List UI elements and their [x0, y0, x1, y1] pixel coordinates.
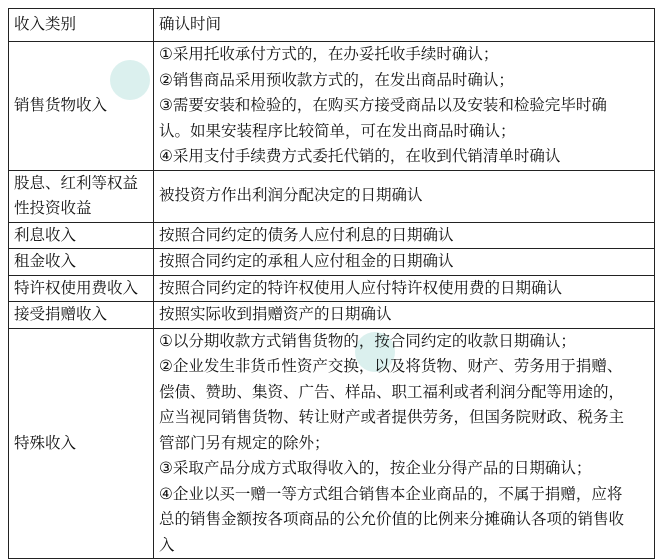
table-row: [9, 328, 655, 559]
recognition-item: ③需要安装和检验的，在购买方接受商品以及安装和检验完毕时确认。如果安装程序比较简单，可在发出商品时确认；: [159, 96, 607, 140]
recognition-item: ②销售商品采用预收款方式的，在发出商品时确认；: [159, 70, 514, 89]
recognition-item: ①以分期收款方式销售货物的，按合同约定的收款日期确认；: [159, 331, 576, 350]
row-category: 特殊收入: [9, 328, 154, 559]
row-category: 股息、红利等权益性投资收益: [9, 170, 154, 222]
header-recognition-time: 确认时间: [154, 9, 655, 42]
row-recognition: [154, 328, 655, 559]
row-recognition: 被投资方作出利润分配决定的日期确认: [154, 170, 655, 222]
recognition-item: ④采用支付手续费方式委托代销的，在收到代销清单时确认: [159, 147, 561, 165]
header-category: 收入类别: [9, 9, 154, 42]
row-recognition: 按照实际收到捐赠资产的日期确认: [154, 302, 655, 329]
table-row: [9, 249, 655, 276]
row-category: 特许权使用费收入: [9, 275, 154, 302]
row-recognition: 按照合同约定的特许权使用人应付特许权使用费的日期确认: [154, 275, 655, 302]
recognition-item: ①采用托收承付方式的，在办妥托收手续时确认；: [159, 45, 499, 63]
row-category: 租金收入: [9, 249, 154, 276]
row-recognition: 按照合同约定的承租人应付租金的日期确认: [154, 249, 655, 276]
row-category: 利息收入: [9, 222, 154, 249]
table-header-row: [9, 9, 655, 42]
income-recognition-table: [8, 8, 655, 559]
table-row: [9, 302, 655, 329]
recognition-item: ②企业发生非货币性资产交换，以及将货物、财产、劳务用于捐赠、偿债、赞助、集资、广告、样品、职工福利或者利润分配等用途的，应当视同销售货物、转让财产或者提供劳务，但国务院财政、税务主管部门另有规定的除外；: [159, 357, 625, 452]
row-category: 销售货物收入: [9, 42, 154, 171]
row-recognition: [154, 42, 655, 171]
recognition-item: ④企业以买一赠一等方式组合销售本企业商品的，不属于捐赠，应将总的销售金额按各项商品的公允价值的比例来分摊确认各项的销售收入: [159, 484, 625, 554]
table-row: [9, 42, 655, 171]
table-row: [9, 222, 655, 249]
row-recognition: 按照合同约定的债务人应付利息的日期确认: [154, 222, 655, 249]
table-row: [9, 170, 655, 222]
recognition-item: ③采取产品分成方式取得收入的，按企业分得产品的日期确认；: [159, 459, 592, 477]
table-row: [9, 275, 655, 302]
row-category: 接受捐赠收入: [9, 302, 154, 329]
